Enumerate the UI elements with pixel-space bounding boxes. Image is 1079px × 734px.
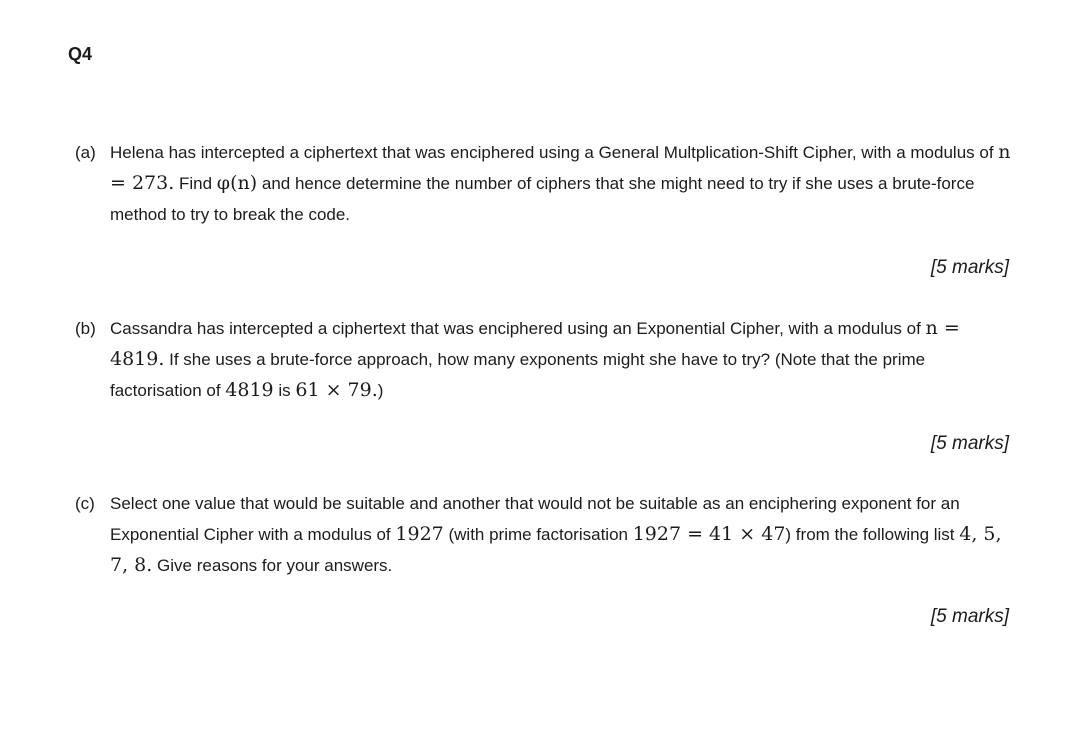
math-expression: φ(n) — [216, 172, 258, 194]
math-expression: 1927 = 41 × 47 — [632, 523, 786, 545]
math-expression: 61 × 79. — [295, 379, 378, 401]
text: and hence determine the number of ciphers that she might need to try if she uses a brute-force method to try to break the code. — [110, 174, 975, 224]
marks-label: [5 marks] — [930, 433, 1009, 454]
part-label: (b) — [75, 319, 96, 338]
question-part-a — [75, 137, 1015, 230]
question-part-c — [75, 488, 1015, 581]
math-expression: 1927 — [395, 523, 444, 545]
text: ) from the following list — [785, 525, 960, 544]
marks-label: [5 marks] — [930, 257, 1009, 278]
question-part-b — [75, 313, 1015, 406]
text: If she uses a brute-force approach, how many exponents might she have to try? (Note that the prime factorisation of — [110, 350, 926, 400]
part-label: (c) — [75, 494, 95, 513]
math-expression: 4, 5, 7, 8. — [110, 523, 1002, 576]
text: ) — [377, 381, 384, 400]
math-expression: 4819 — [225, 379, 274, 401]
text: Give reasons for your answers. — [152, 556, 393, 575]
part-text — [110, 313, 1015, 406]
text: Find — [174, 174, 217, 193]
text: Cassandra has intercepted a ciphertext that was enciphered using an Exponential Cipher, with a modulus of — [110, 319, 926, 338]
text: Helena has intercepted a ciphertext that was enciphered using a General Multplication-Shift Cipher, with a modulus of — [110, 143, 999, 162]
part-label: (a) — [75, 143, 96, 162]
text: Select one value that would be suitable and another that would not be suitable as an enciphering exponent for an Exponential Cipher with a modulus of — [110, 494, 960, 544]
part-text — [110, 137, 1015, 230]
text: (with prime factorisation — [443, 525, 633, 544]
part-text — [110, 488, 1015, 581]
marks-label: [5 marks] — [930, 606, 1009, 627]
question-number: Q4 — [68, 44, 93, 64]
math-expression: n = 4819. — [110, 317, 960, 370]
text: is — [273, 381, 296, 400]
math-expression: n = 273. — [110, 141, 1011, 194]
